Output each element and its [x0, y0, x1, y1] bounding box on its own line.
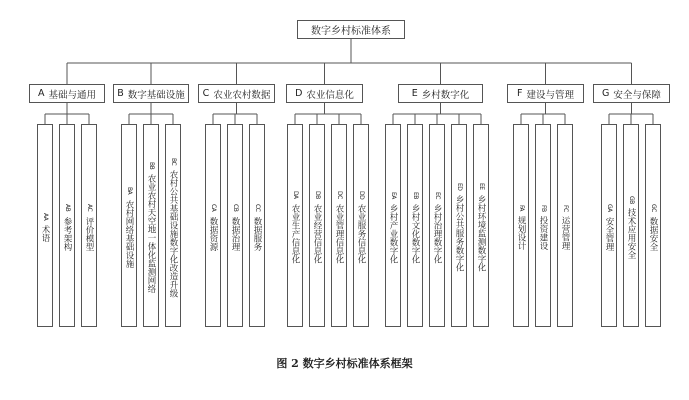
category-label: 乡村数字化 [421, 89, 470, 101]
leaf-code: DB [314, 191, 321, 200]
leaf-code: AC [86, 204, 93, 212]
leaf-node-ab [59, 124, 75, 327]
leaf-label: 参考架构 [62, 216, 72, 251]
leaf-node-dd [353, 124, 369, 327]
category-node-b [113, 84, 189, 103]
leaf-code: BB [148, 161, 155, 170]
leaf-label: 投资建设 [538, 216, 548, 251]
leaf-code: CC [254, 204, 261, 212]
leaf-node-gb [623, 124, 639, 327]
category-label: 安全与保障 [613, 89, 661, 101]
leaf-label: 农业管理信息化 [334, 204, 344, 264]
leaf-label: 农村网络基础设施 [124, 199, 134, 268]
leaf-code: AA [42, 212, 49, 221]
leaf-code: FC [562, 204, 569, 212]
leaf-label: 农业服务信息化 [356, 204, 366, 264]
leaf-code: EE [478, 183, 485, 191]
category-label: 建设与管理 [526, 89, 574, 101]
leaf-label: 乡村治理数字化 [432, 203, 442, 264]
leaf-label: 数据服务 [252, 216, 262, 251]
leaf-node-eb [407, 124, 423, 327]
leaf-label: 乡村公共服务数字化 [454, 195, 464, 272]
leaf-code: EA [390, 191, 397, 199]
leaf-label: 技术应用安全 [626, 208, 636, 260]
leaf-code: AB [64, 204, 71, 212]
leaf-node-ga [601, 124, 617, 327]
leaf-label: 乡村文化数字化 [410, 203, 420, 264]
leaf-label: 数据治理 [230, 216, 240, 251]
leaf-node-fb [535, 124, 551, 327]
leaf-node-da [287, 124, 303, 327]
leaf-code: DD [358, 191, 365, 200]
category-node-d [286, 84, 363, 103]
leaf-label: 乡村产业数字化 [388, 203, 398, 264]
leaf-node-gc [645, 124, 661, 327]
leaf-label: 评价模型 [84, 216, 94, 251]
leaf-node-dc [331, 124, 347, 327]
leaf-node-db [309, 124, 325, 327]
leaf-label: 农业农村天空地一体化监测网络 [146, 174, 156, 294]
leaf-code: GA [606, 204, 613, 212]
leaf-code: DA [292, 191, 299, 200]
leaf-node-ac [81, 124, 97, 327]
leaf-node-ca [205, 124, 221, 327]
leaf-label: 规划设计 [516, 216, 526, 250]
leaf-label: 安全管理 [604, 216, 614, 251]
leaf-node-ed [451, 124, 467, 327]
category-code: A [37, 88, 45, 99]
leaf-node-ec [429, 124, 445, 327]
leaf-label: 农村公共基础设施数字化改造升级 [168, 169, 178, 298]
category-code: D [295, 88, 303, 99]
leaf-code: BC [170, 157, 177, 165]
leaf-label: 农业生产信息化 [290, 204, 300, 264]
leaf-code: CA [210, 204, 217, 212]
category-label: 基础与通用 [48, 89, 96, 101]
leaf-label: 数据安全 [648, 216, 658, 251]
category-label: 农业信息化 [306, 89, 354, 101]
leaf-code: CB [232, 204, 239, 212]
category-code: F [517, 88, 523, 99]
category-node-e [398, 84, 483, 103]
category-code: C [202, 88, 210, 99]
leaf-node-cc [249, 124, 265, 327]
category-label: 农业农村数据 [213, 89, 271, 101]
leaf-code: EB [412, 191, 419, 199]
leaf-label: 农业经营信息化 [312, 204, 322, 264]
category-node-c [198, 84, 275, 103]
leaf-code: ED [456, 183, 463, 191]
category-code: B [117, 88, 124, 99]
leaf-node-bb [143, 124, 159, 327]
leaf-node-aa [37, 124, 53, 327]
root-node [297, 20, 405, 39]
category-code: G [602, 88, 610, 99]
category-label: 数字基础设施 [127, 89, 185, 101]
category-node-a [29, 84, 105, 103]
leaf-code: EC [434, 191, 441, 199]
category-code: E [411, 88, 418, 99]
leaf-label: 数据资源 [208, 216, 218, 251]
leaf-code: FA [518, 204, 525, 211]
leaf-label: 运营管理 [560, 216, 570, 251]
category-node-g [593, 84, 670, 103]
leaf-code: FB [540, 204, 547, 212]
figure-caption: 图 2 数字乡村标准体系框架 [276, 357, 413, 370]
leaf-node-ea [385, 124, 401, 327]
leaf-label: 术语 [40, 225, 50, 243]
leaf-code: DC [336, 191, 343, 200]
category-node-f [507, 84, 584, 103]
leaf-node-cb [227, 124, 243, 327]
leaf-code: BA [126, 187, 133, 195]
leaf-node-fc [557, 124, 573, 327]
leaf-node-fa [513, 124, 529, 327]
leaf-node-bc [165, 124, 181, 327]
leaf-node-ee [473, 124, 489, 327]
root-label: 数字乡村标准体系 [311, 26, 391, 37]
leaf-code: GC [650, 204, 657, 212]
leaf-code: GB [628, 195, 635, 204]
leaf-node-ba [121, 124, 137, 327]
leaf-label: 乡村环境监测数字化 [476, 195, 486, 272]
